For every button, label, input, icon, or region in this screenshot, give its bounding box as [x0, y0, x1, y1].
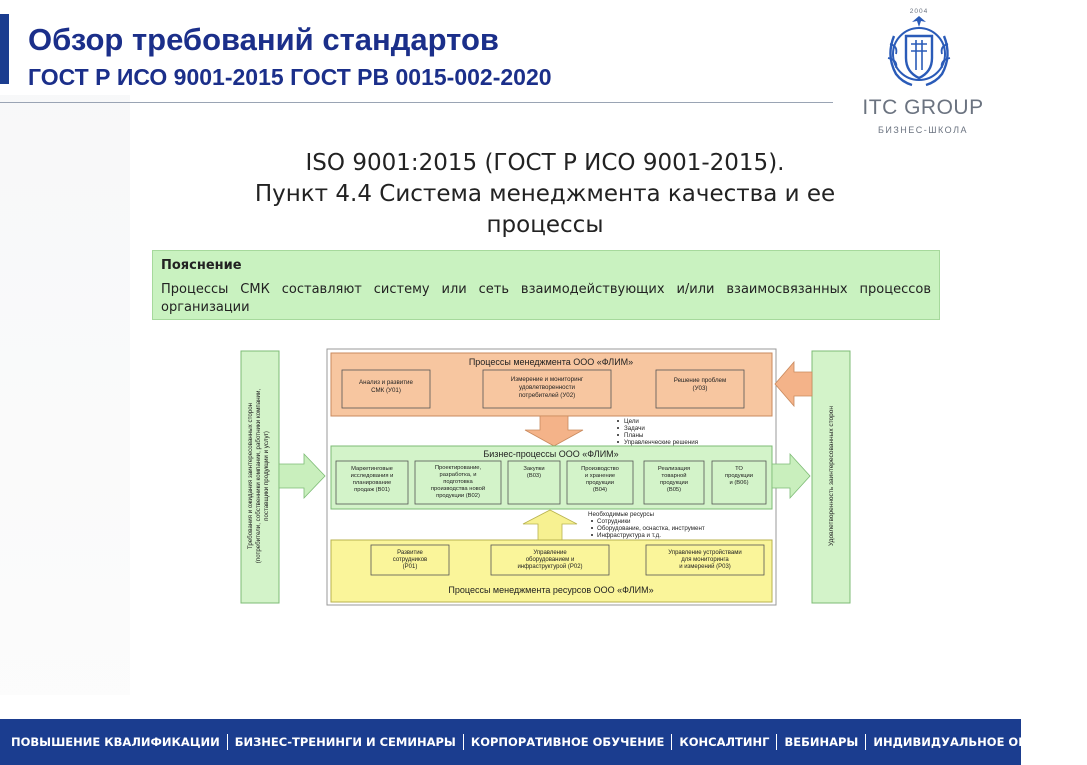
company-logo [848, 6, 998, 136]
resources-block-title: Процессы менеджмента ресурсов ООО «ФЛИМ» [448, 585, 654, 595]
slide-title: Обзор требований стандартов [28, 22, 499, 57]
box-text: сотрудников [392, 557, 428, 563]
box-text: планирование [352, 480, 392, 486]
box-text: и измерений (Р03) [679, 564, 731, 570]
box-text: и (В06) [729, 480, 749, 486]
requirements-label: поставщики продукции и услуг) [263, 431, 270, 521]
logo-year: 2004 [909, 8, 929, 15]
resource-item: Инфраструктура и т.д. [597, 532, 661, 539]
box-text: СМК (У01) [371, 387, 401, 394]
management-title: Процессы менеджмента ООО «ФЛИМ» [468, 357, 634, 367]
box-text: подготовка [443, 479, 473, 485]
satisfaction-label: Удовлетворенность заинтересованных сторон [828, 406, 835, 546]
box-text: удовлетворенности [519, 384, 575, 391]
explanation-title: Пояснение [161, 258, 242, 273]
header-divider [0, 102, 833, 103]
box-text: продукции [724, 473, 754, 479]
background-watermark [0, 95, 130, 695]
box-text: Реализация [657, 466, 691, 472]
title-accent-bar [0, 14, 9, 84]
box-text: Управление устройствами [668, 550, 742, 556]
box-text: Развитие [397, 550, 423, 556]
box-text: разработка, и [439, 472, 477, 478]
box-text: для мониторинга [681, 557, 729, 563]
output-item: Цели [624, 418, 639, 425]
requirements-label: Требования и ожидания заинтересованных сторон [247, 402, 254, 550]
logo-subtitle: БИЗНЕС-ШКОЛА [877, 125, 968, 135]
slide-subtitle: ГОСТ Р ИСО 9001-2015 ГОСТ РВ 0015-002-2020 [28, 64, 552, 90]
box-text: инфраструктурой (Р02) [517, 564, 583, 570]
box-text: продукции [585, 480, 615, 486]
footer-link-individual[interactable]: ИНДИВИДУАЛЬНОЕ ОБУЧЕНИЕ [873, 735, 1081, 749]
box-text: продукции [659, 480, 689, 486]
box-text: товарной [661, 473, 687, 479]
footer-link-trainings[interactable]: БИЗНЕС-ТРЕНИНГИ И СЕМИНАРЫ [228, 734, 464, 750]
box-text: (Р01) [402, 564, 418, 570]
logo-name: ITC GROUP [862, 96, 984, 119]
box-text: Маркетинговые [351, 466, 393, 472]
box-text: Проектирование, [434, 465, 482, 471]
box-text: потребителей (У02) [518, 392, 576, 399]
heading-line: ISO 9001:2015 (ГОСТ Р ИСО 9001-2015). [305, 150, 785, 176]
box-text: продаж (В01) [354, 487, 390, 493]
heading-line: Пункт 4.4 Система менеджмента качества и ее [254, 181, 836, 207]
footer-nav [0, 719, 1081, 765]
footer-link-qualification[interactable]: ПОВЫШЕНИЕ КВАЛИФИКАЦИИ [4, 734, 228, 750]
footer-link-consulting[interactable]: КОНСАЛТИНГ [672, 734, 777, 750]
resources-title: Необходимые ресурсы [588, 511, 654, 518]
footer-link-webinars[interactable]: ВЕБИНАРЫ [777, 734, 866, 750]
box-text: исследования и [350, 473, 394, 479]
arrow-right-icon [772, 454, 810, 498]
crest-emblem-icon [876, 6, 962, 92]
box-text: (В04) [592, 487, 608, 493]
box-text: Измерение и мониторинг [510, 376, 584, 383]
resource-item: Оборудование, оснастка, инструмент [597, 525, 705, 532]
explanation-box [152, 250, 940, 320]
box-text: (У03) [692, 385, 708, 392]
explanation-text: Процессы СМК составляют систему или сеть взаимодействующих и/или взаимосвязанных процессов организации [161, 282, 931, 315]
footer-link-corporate[interactable]: КОРПОРАТИВНОЕ ОБУЧЕНИЕ [464, 734, 673, 750]
box-text: и хранение [584, 473, 616, 479]
box-text: Решение проблем [673, 377, 727, 384]
output-item: Управленческие решения [624, 439, 699, 446]
requirements-label: (потребители, собственники компании, работники компании, [255, 388, 262, 564]
box-text: Анализ и развитие [359, 379, 413, 386]
box-text: (В05) [666, 487, 682, 493]
resource-item: Сотрудники [597, 518, 631, 525]
business-title: Бизнес-процессы ООО «ФЛИМ» [483, 449, 619, 459]
box-text: (В03) [526, 473, 542, 479]
box-text: Закупки [523, 466, 545, 472]
output-item: Задачи [624, 425, 645, 432]
content-heading [150, 148, 940, 241]
process-diagram [238, 346, 858, 608]
box-text: ТО [735, 466, 743, 472]
box-text: Производство [581, 466, 619, 472]
arrow-right-icon [279, 454, 325, 498]
arrow-left-icon [775, 362, 812, 406]
heading-line: процессы [486, 212, 604, 238]
box-text: производства новой [430, 486, 486, 492]
box-text: Управление [533, 550, 567, 556]
output-item: Планы [624, 432, 644, 439]
box-text: оборудованием и [525, 557, 575, 563]
box-text: продукции (В02) [436, 493, 480, 499]
